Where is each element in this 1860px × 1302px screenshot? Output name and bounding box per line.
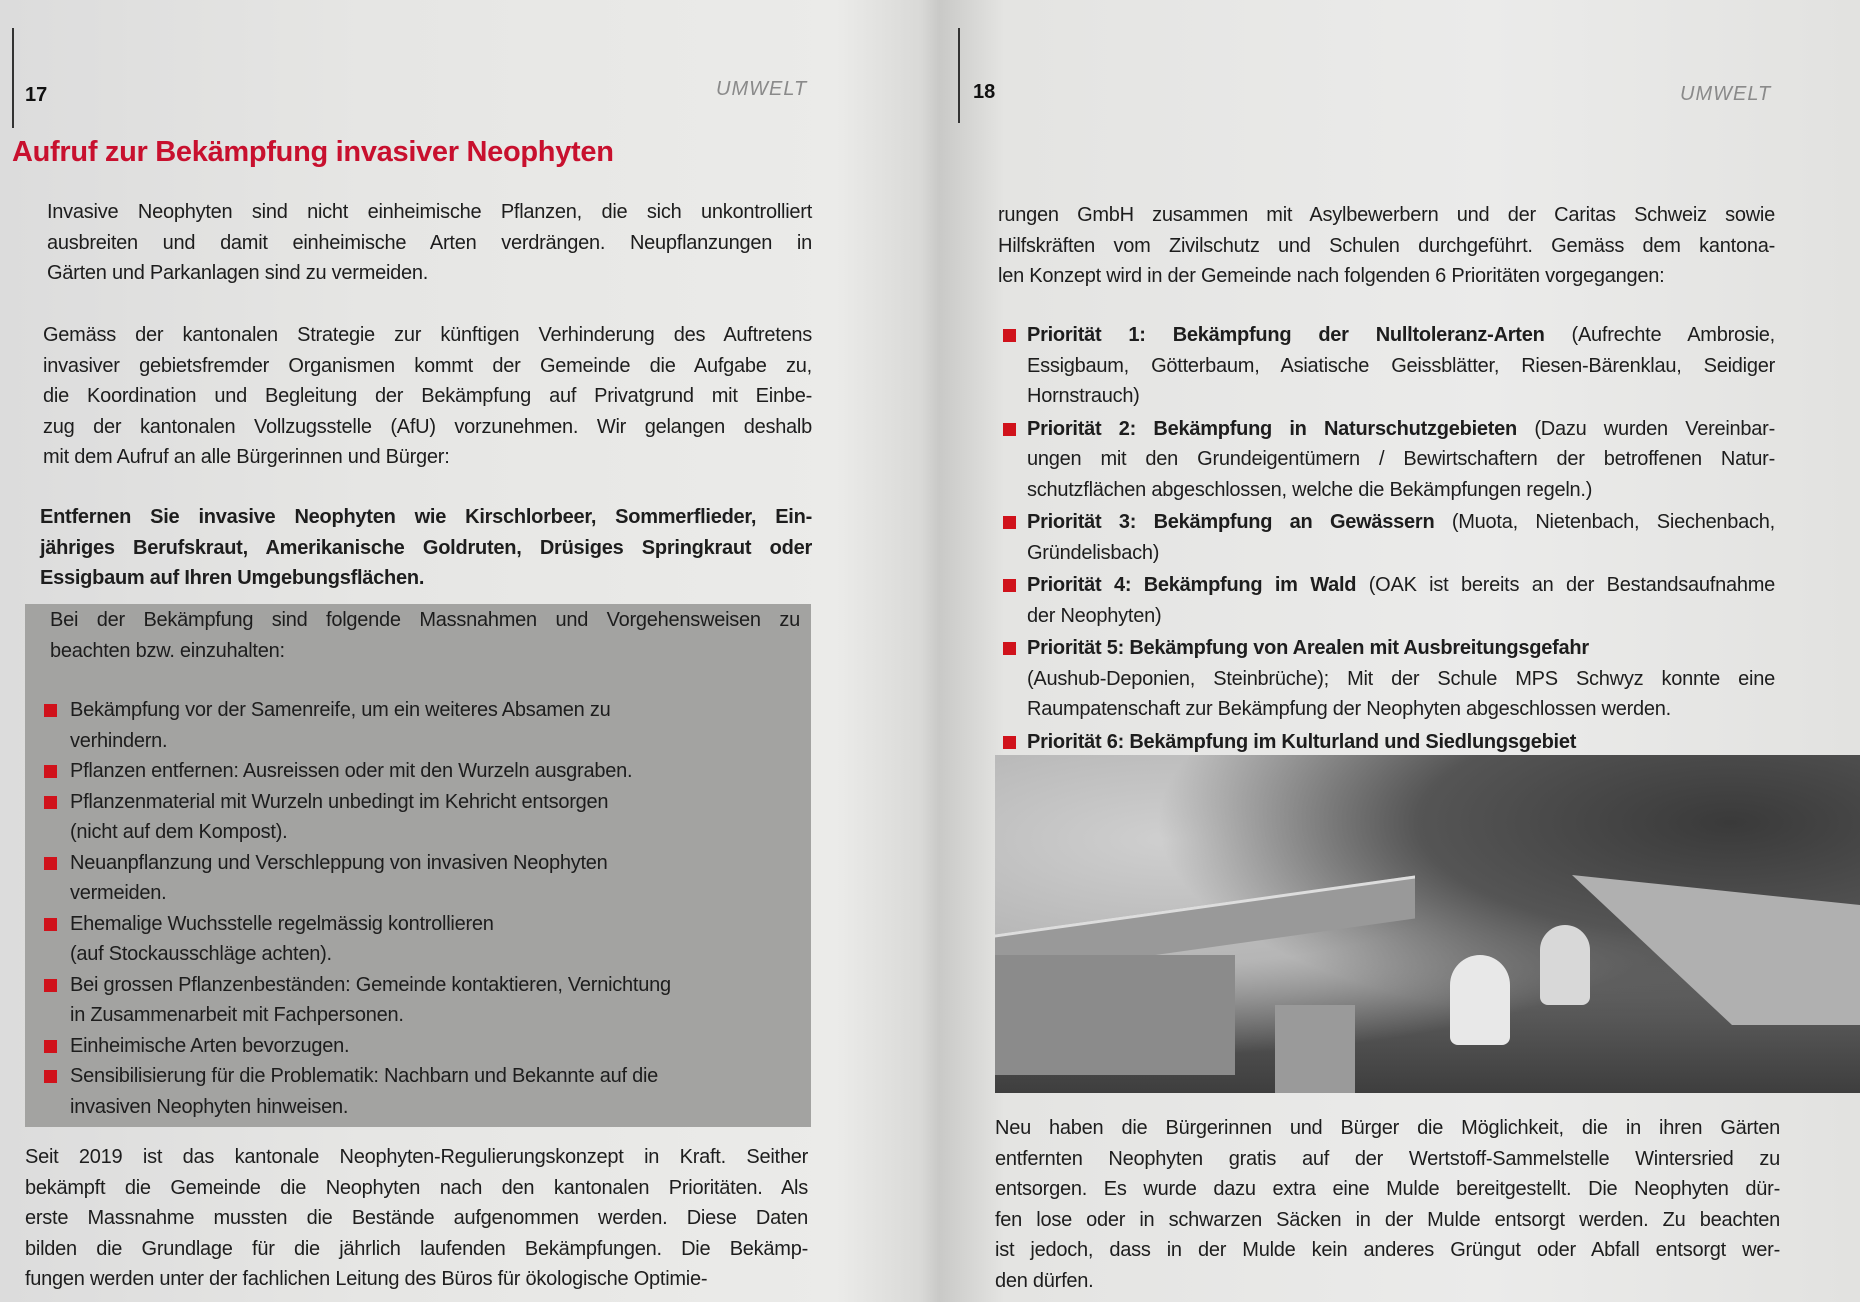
call-to-action — [40, 502, 812, 594]
bullet-square-icon — [44, 857, 57, 870]
text-line: fen lose oder in schwarzen Säcken in der Mulde entsorgt werden. Zu beachten — [995, 1208, 1780, 1231]
photo-neophyte-removal — [995, 755, 1860, 1093]
text-line: die Koordination und Begleitung der Bekämpfung auf Privatgrund mit Einbe- — [43, 385, 812, 407]
continued-paragraph — [998, 200, 1775, 292]
page-number: 18 — [973, 81, 996, 103]
priority-text: ungen mit den Grundeigentümern / Bewirtschaftern der betroffenen Natur- — [1027, 448, 1775, 470]
text-line — [1027, 538, 1775, 569]
text-line — [1027, 414, 1775, 445]
priority-item — [997, 727, 1775, 758]
priority-heading: Priorität 1: Bekämpfung der Nulltoleranz-Arten — [1027, 324, 1545, 346]
priority-heading: Priorität 2: Bekämpfung in Naturschutzgebieten — [1027, 417, 1518, 440]
priorities-list — [997, 320, 1775, 759]
text-line: mit dem Aufruf an alle Bürgerinnen und Bürger: — [43, 446, 450, 468]
bullet-square-icon — [1003, 329, 1016, 342]
text-line: Gemäss der kantonalen Strategie zur künftigen Verhinderung des Auftretens — [43, 324, 812, 346]
text-line — [1027, 694, 1775, 725]
list-item — [48, 970, 788, 1031]
text-line: Sensibilisierung für die Problematik: Nachbarn und Bekannte auf die — [70, 1065, 659, 1087]
text-line — [1027, 664, 1775, 695]
text-line: Neu haben die Bürgerinnen und Bürger die Möglichkeit, die in ihren Gärten — [995, 1117, 1780, 1139]
text-line: in Zusammenarbeit mit Fachpersonen. — [70, 1004, 404, 1026]
priority-heading: Priorität 4: Bekämpfung im Wald — [1027, 574, 1357, 596]
list-item — [48, 848, 788, 909]
priority-text: Gründelisbach) — [1027, 541, 1160, 564]
priority-item — [997, 320, 1775, 412]
bullet-square-icon — [44, 796, 57, 809]
text-line: den dürfen. — [995, 1269, 1094, 1292]
bullet-square-icon — [44, 765, 57, 778]
photo-wall — [995, 955, 1235, 1075]
list-item — [48, 1031, 788, 1062]
text-line: Ehemalige Wuchsstelle regelmässig kontrollieren — [70, 912, 494, 935]
priority-item — [997, 507, 1775, 568]
priority-text: (Aufrechte Ambrosie, — [1544, 324, 1775, 346]
text-line: Neuanpflanzung und Verschleppung von invasiven Neophyten — [70, 851, 608, 874]
text-line: (nicht auf dem Kompost). — [70, 821, 288, 843]
priority-text: Hornstrauch) — [1027, 385, 1140, 407]
priority-text: der Neophyten) — [1027, 604, 1162, 627]
text-line: entfernten Neophyten gratis auf der Wertstoff-Sammelstelle Wintersried zu — [995, 1147, 1780, 1170]
strategy-paragraph — [43, 320, 812, 473]
page-number: 17 — [25, 84, 48, 106]
text-line: len Konzept wird in der Gemeinde nach folgenden 6 Prioritäten vorgegangen: — [998, 265, 1665, 287]
text-line: invasiven Neophyten hinweisen. — [70, 1095, 349, 1118]
text-line: Gärten und Parkanlagen sind zu vermeiden. — [47, 262, 429, 284]
text-line — [1027, 601, 1775, 632]
priority-text: Essigbaum, Götterbaum, Asiatische Geissblätter, Riesen-Bärenklau, Seidiger — [1027, 354, 1775, 377]
text-line — [1027, 507, 1775, 538]
priority-heading: Priorität 3: Bekämpfung an Gewässern — [1027, 511, 1435, 533]
text-line: jähriges Berufskraut, Amerikanische Goldruten, Drüsiges Springkraut oder — [40, 536, 812, 559]
text-line: Pflanzenmaterial mit Wurzeln unbedingt im Kehricht entsorgen — [70, 790, 609, 813]
measures-intro — [50, 605, 800, 666]
bullet-square-icon — [1003, 579, 1016, 592]
text-line: Entfernen Sie invasive Neophyten wie Kirschlorbeer, Sommerflieder, Ein- — [40, 506, 812, 528]
priority-text: Raumpatenschaft zur Bekämpfung der Neophyten abgeschlossen werden. — [1027, 698, 1671, 720]
priority-item — [997, 414, 1775, 506]
text-line: (auf Stockausschläge achten). — [70, 943, 332, 965]
text-line: Bekämpfung vor der Samenreife, um ein weiteres Absamen zu — [70, 699, 611, 721]
priority-text: (Aushub-Deponien, Steinbrüche); Mit der Schule MPS Schwyz konnte eine — [1027, 667, 1775, 690]
section-label: UMWELT — [716, 78, 808, 100]
text-line: vermeiden. — [70, 882, 167, 904]
text-line: Seit 2019 ist das kantonale Neophyten-Regulierungskonzept in Kraft. Seither — [25, 1146, 808, 1168]
text-line: zug der kantonalen Vollzugsstelle (AfU) vorzunehmen. Wir gelangen deshalb — [43, 415, 812, 438]
list-item — [48, 756, 788, 787]
bullet-square-icon — [44, 918, 57, 931]
bullet-square-icon — [1003, 423, 1016, 436]
text-line: Bei der Bekämpfung sind folgende Massnahmen und Vorgehensweisen zu — [50, 609, 800, 631]
text-line: Hilfskräften vom Zivilschutz und Schulen durchgeführt. Gemäss dem kantona- — [998, 234, 1775, 257]
section-label: UMWELT — [1680, 83, 1772, 105]
text-line: beachten bzw. einzuhalten: — [50, 639, 285, 662]
list-item — [48, 695, 788, 756]
text-line — [1027, 381, 1775, 412]
text-line — [1027, 320, 1775, 351]
text-line: erste Massnahme mussten die Bestände aufgenommen werden. Diese Daten — [25, 1207, 808, 1229]
text-line: rungen GmbH zusammen mit Asylbewerbern und der Caritas Schweiz sowie — [998, 204, 1775, 226]
page-rule — [958, 28, 960, 123]
priority-text: (OAK ist bereits an der Bestandsaufnahme — [1356, 574, 1776, 596]
text-line: Pflanzen entfernen: Ausreissen oder mit den Wurzeln ausgraben. — [70, 760, 633, 782]
bullet-square-icon — [44, 979, 57, 992]
priority-text: (Dazu wurden Vereinbar- — [1517, 417, 1775, 440]
text-line: bekämpft die Gemeinde die Neophyten nach den kantonalen Prioritäten. Als — [25, 1176, 808, 1199]
text-line: ist jedoch, dass in der Mulde kein anderes Grüngut oder Abfall entsorgt wer- — [995, 1239, 1780, 1261]
text-line: verhindern. — [70, 729, 168, 752]
priority-heading: Priorität 5: Bekämpfung von Arealen mit Ausbreitungsgefahr — [1027, 637, 1589, 659]
priority-item — [997, 570, 1775, 631]
priority-text: (Muota, Nietenbach, Siechenbach, — [1434, 511, 1775, 533]
page-rule — [12, 28, 14, 128]
text-line: Essigbaum auf Ihren Umgebungsflächen. — [40, 567, 425, 589]
text-line — [1027, 570, 1775, 601]
photo-worker — [1540, 925, 1590, 1005]
text-line — [1027, 727, 1775, 758]
bullet-square-icon — [44, 704, 57, 717]
text-line: Bei grossen Pflanzenbeständen: Gemeinde kontaktieren, Vernichtung — [70, 973, 671, 996]
priority-text: schutzflächen abgeschlossen, welche die Bekämpfungen regeln.) — [1027, 478, 1593, 501]
text-line: bilden die Grundlage für die jährlich laufenden Bekämpfungen. Die Bekämp- — [25, 1237, 808, 1260]
text-line — [1027, 351, 1775, 382]
text-line: Invasive Neophyten sind nicht einheimische Pflanzen, die sich unkontrolliert — [47, 201, 812, 223]
text-line — [1027, 633, 1775, 664]
text-line: Einheimische Arten bevorzugen. — [70, 1034, 350, 1057]
measures-list — [48, 695, 788, 1122]
intro-paragraph — [47, 197, 812, 289]
page-title: Aufruf zur Bekämpfung invasiver Neophyten — [12, 136, 614, 168]
concept-paragraph — [25, 1142, 808, 1295]
text-line: fungen werden unter der fachlichen Leitung des Büros für ökologische Optimie- — [25, 1268, 708, 1290]
bullet-square-icon — [44, 1040, 57, 1053]
text-line: invasiver gebietsfremder Organismen kommt der Gemeinde die Aufgabe zu, — [43, 354, 812, 377]
list-item — [48, 787, 788, 848]
list-item — [48, 1061, 788, 1122]
priority-item — [997, 633, 1775, 725]
text-line: entsorgen. Es wurde dazu extra eine Mulde bereitgestellt. Die Neophyten dür- — [995, 1178, 1780, 1200]
disposal-paragraph — [995, 1113, 1780, 1296]
bullet-square-icon — [44, 1070, 57, 1083]
list-item — [48, 909, 788, 970]
priority-heading: Priorität 6: Bekämpfung im Kulturland und Siedlungsgebiet — [1027, 730, 1577, 753]
text-line: ausbreiten und damit einheimische Arten verdrängen. Neupflanzungen in — [47, 231, 812, 254]
bullet-square-icon — [1003, 736, 1016, 749]
photo-worker — [1450, 955, 1510, 1045]
text-line — [1027, 475, 1775, 506]
text-line — [1027, 444, 1775, 475]
photo-post — [1275, 1005, 1355, 1093]
bullet-square-icon — [1003, 516, 1016, 529]
bullet-square-icon — [1003, 642, 1016, 655]
